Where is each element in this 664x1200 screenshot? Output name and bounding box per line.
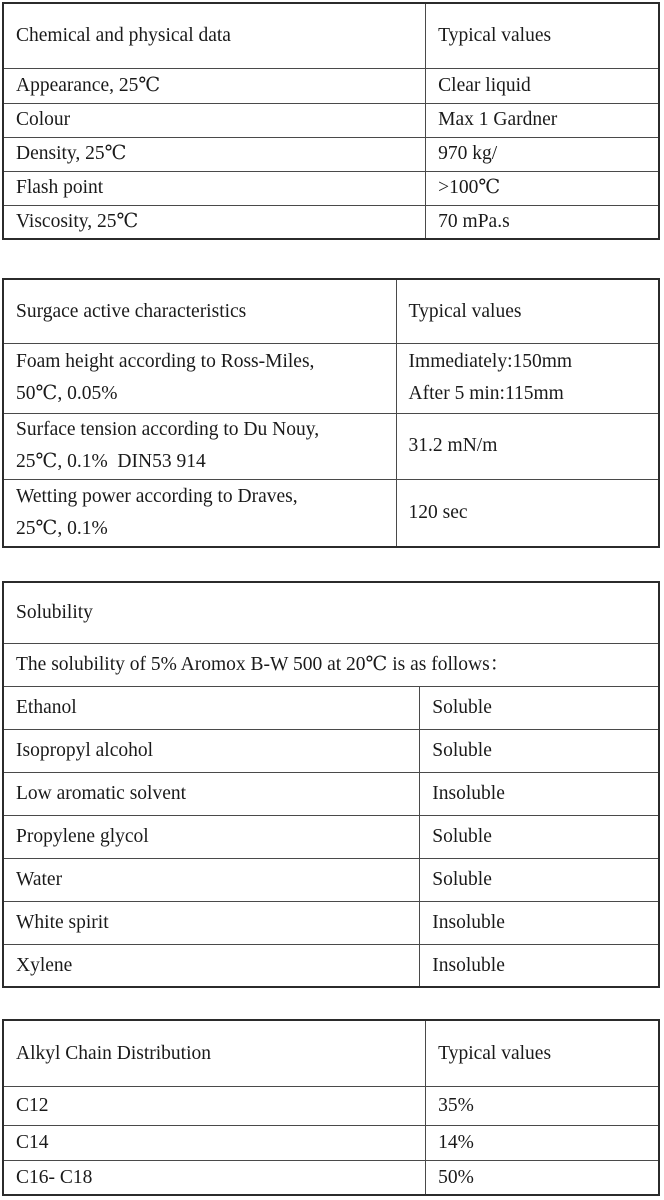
- table-row: [3, 413, 659, 479]
- solvent-cell: Isopropyl alcohol: [3, 729, 420, 772]
- solubility-cell: Soluble: [420, 729, 659, 772]
- solvent-cell: Ethanol: [3, 686, 420, 729]
- table-row: [3, 205, 659, 239]
- value-cell: >100℃: [426, 171, 659, 205]
- solubility-cell: Soluble: [420, 686, 659, 729]
- chain-cell: C14: [3, 1125, 426, 1160]
- table-row: [3, 171, 659, 205]
- value-cell: 70 mPa.s: [426, 205, 659, 239]
- table-header-row: [3, 3, 659, 68]
- table-row: [3, 1125, 659, 1160]
- chain-cell: C16- C18: [3, 1160, 426, 1195]
- value-cell: [396, 343, 659, 413]
- solvent-cell: Propylene glycol: [3, 815, 420, 858]
- table-row: [3, 343, 659, 413]
- property-cell: [3, 343, 396, 413]
- solvent-cell: White spirit: [3, 901, 420, 944]
- solubility-cell: Soluble: [420, 858, 659, 901]
- table-row: [3, 686, 659, 729]
- property-cell: Density, 25℃: [3, 137, 426, 171]
- header-cell-value: Typical values: [426, 1020, 659, 1086]
- solubility-cell: Insoluble: [420, 944, 659, 987]
- property-cell: Colour: [3, 103, 426, 137]
- solvent-cell: Xylene: [3, 944, 420, 987]
- value-cell: 970 kg/: [426, 137, 659, 171]
- solubility-cell: Insoluble: [420, 901, 659, 944]
- value-cell: 120 sec: [396, 479, 659, 547]
- chain-cell: C12: [3, 1086, 426, 1125]
- solubility-cell: Soluble: [420, 815, 659, 858]
- property-cell: Viscosity, 25℃: [3, 205, 426, 239]
- table-row: [3, 858, 659, 901]
- header-cell-property: Alkyl Chain Distribution: [3, 1020, 426, 1086]
- table-header-row: [3, 279, 659, 343]
- property-cell: Appearance, 25℃: [3, 68, 426, 103]
- table-row: [3, 68, 659, 103]
- table-header-row: [3, 1020, 659, 1086]
- header-cell-property: Chemical and physical data: [3, 3, 426, 68]
- table-row: [3, 729, 659, 772]
- solvent-cell: Water: [3, 858, 420, 901]
- value-cell: 35%: [426, 1086, 659, 1125]
- solubility-cell: Insoluble: [420, 772, 659, 815]
- property-line: Foam height according to Ross-Miles,: [16, 351, 315, 372]
- value-cell: 50%: [426, 1160, 659, 1195]
- value-cell: 14%: [426, 1125, 659, 1160]
- table-row: [3, 103, 659, 137]
- table-row: [3, 1160, 659, 1195]
- header-cell-property: Surgace active characteristics: [3, 279, 396, 343]
- value-cell: Max 1 Gardner: [426, 103, 659, 137]
- table-row: [3, 137, 659, 171]
- table-row: [3, 944, 659, 987]
- property-cell: [3, 479, 396, 547]
- table-row: [3, 815, 659, 858]
- table-row: [3, 772, 659, 815]
- value-line: Immediately:150mm: [408, 351, 573, 372]
- solubility-title: Solubility: [3, 582, 659, 643]
- table-title-row: [3, 582, 659, 643]
- property-cell: [3, 413, 396, 479]
- solvent-cell: Low aromatic solvent: [3, 772, 420, 815]
- table-subtitle-row: [3, 643, 659, 686]
- property-cell: Flash point: [3, 171, 426, 205]
- property-line: 25℃, 0.1%: [16, 517, 108, 539]
- property-line: Surface tension according to Du Nouy,: [16, 419, 320, 440]
- alkyl-chain-table: [2, 1019, 660, 1196]
- chemical-physical-table: [2, 2, 660, 240]
- property-line: Wetting power according to Draves,: [16, 485, 298, 507]
- property-line: 25℃, 0.1% DIN53 914: [16, 451, 206, 472]
- table-row: [3, 901, 659, 944]
- header-cell-value: Typical values: [396, 279, 659, 343]
- header-cell-value: Typical values: [426, 3, 659, 68]
- solubility-table: [2, 581, 660, 988]
- value-line: After 5 min:115mm: [408, 383, 564, 404]
- value-cell: Clear liquid: [426, 68, 659, 103]
- surface-active-table: [2, 278, 660, 548]
- value-cell: 31.2 mN/m: [396, 413, 659, 479]
- table-row: [3, 479, 659, 547]
- property-line: 50℃, 0.05%: [16, 383, 118, 404]
- table-row: [3, 1086, 659, 1125]
- solubility-subtitle: The solubility of 5% Aromox B-W 500 at 20℃ is as follows：: [3, 643, 659, 686]
